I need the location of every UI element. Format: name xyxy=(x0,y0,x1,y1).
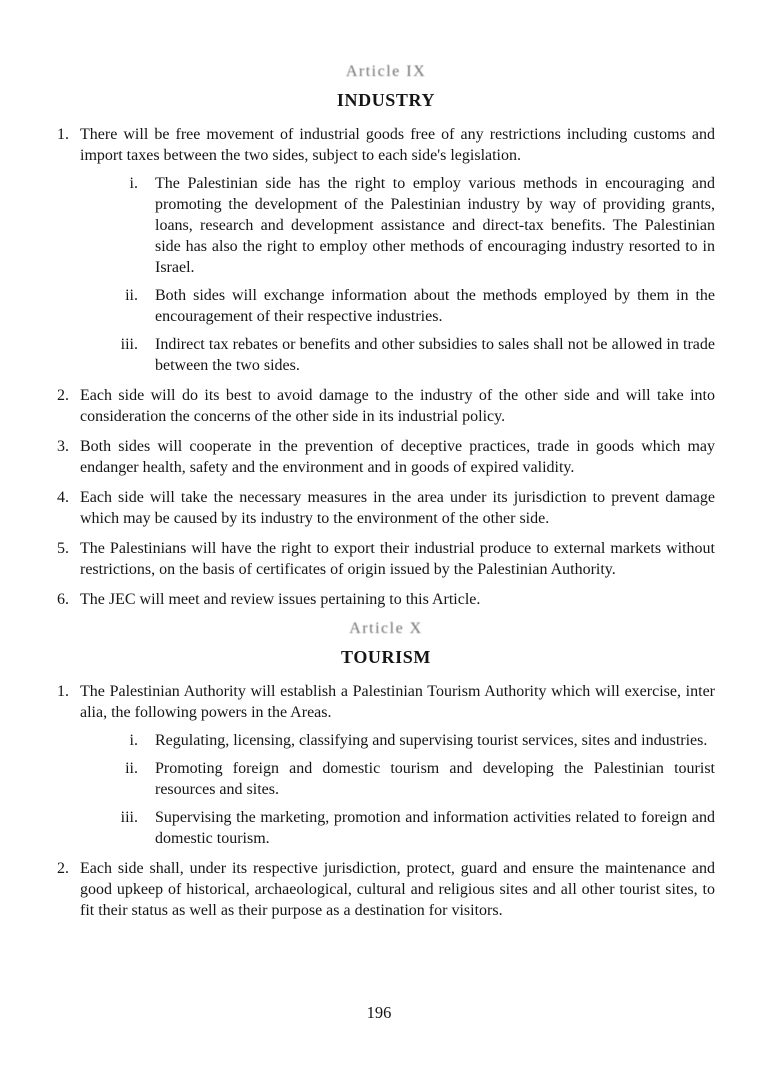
item-body xyxy=(80,589,715,610)
numbered-item xyxy=(57,487,715,529)
sub-item-list xyxy=(80,173,715,376)
sub-item-text: Supervising the marketing, promotion and information activities related to foreign and domestic tourism. xyxy=(155,809,715,847)
numbered-item xyxy=(57,436,715,478)
item-body xyxy=(80,436,715,478)
item-number: 6. xyxy=(57,591,69,608)
item-text: Each side will do its best to avoid damage to the industry of the other side and will take into consideration the concerns of the other side in its industrial policy. xyxy=(80,387,715,425)
item-text: The Palestinian Authority will establish a Palestinian Tourism Authority which will exercise, inter alia, the following powers in the Areas. xyxy=(80,683,715,721)
sub-item-number: i. xyxy=(129,732,138,749)
sub-item xyxy=(80,285,715,327)
sub-item-list xyxy=(80,730,715,849)
sub-item-number: iii. xyxy=(120,809,138,826)
sub-item xyxy=(80,730,715,751)
numbered-item xyxy=(57,124,715,376)
numbered-item xyxy=(57,385,715,427)
sub-item-text: The Palestinian side has the right to employ various methods in encouraging and promoting the development of the Palestinian industry by way of providing grants, loans, research and development assistance and direct-tax benefits. The Palestinian side has also the right to employ other methods of encouraging industry resorted to in Israel. xyxy=(155,175,715,276)
numbered-item xyxy=(57,858,715,921)
sub-item-text: Regulating, licensing, classifying and supervising tourist services, sites and industries. xyxy=(155,732,708,749)
item-body xyxy=(80,681,715,849)
article-section-tourism xyxy=(57,619,715,921)
item-text: There will be free movement of industrial goods free of any restrictions including customs and import taxes between the two sides, subject to each side's legislation. xyxy=(80,126,715,164)
item-number: 4. xyxy=(57,489,69,506)
item-number: 1. xyxy=(57,126,69,143)
item-body xyxy=(80,124,715,376)
item-text: Each side shall, under its respective jurisdiction, protect, guard and ensure the maintenance and good upkeep of historical, archaeological, cultural and religious sites and all other tourist sites, to fit their status as well as their purpose as a destination for visitors. xyxy=(80,860,715,919)
article-title-industry: INDUSTRY xyxy=(336,90,436,110)
item-text: The Palestinians will have the right to export their industrial produce to external markets without restrictions, on the basis of certificates of origin issued by the Palestinian Authority. xyxy=(80,540,715,578)
sub-item xyxy=(80,758,715,800)
item-body xyxy=(80,385,715,427)
article-title-tourism: TOURISM xyxy=(341,647,431,667)
sub-item xyxy=(80,173,715,278)
sub-item xyxy=(80,334,715,376)
item-body xyxy=(80,538,715,580)
sub-item-text: Promoting foreign and domestic tourism and developing the Palestinian tourist resources and sites. xyxy=(155,760,715,798)
item-text: Both sides will cooperate in the prevention of deceptive practices, trade in goods which may endanger health, safety and the environment and in goods of expired validity. xyxy=(80,438,715,476)
item-number: 5. xyxy=(57,540,69,557)
sub-item-number: i. xyxy=(129,175,138,192)
item-body xyxy=(80,858,715,921)
item-number: 1. xyxy=(57,683,69,700)
sub-item-number: ii. xyxy=(125,287,138,304)
numbered-item xyxy=(57,589,715,610)
item-number: 3. xyxy=(57,438,69,455)
numbered-item xyxy=(57,681,715,849)
item-text: The JEC will meet and review issues pertaining to this Article. xyxy=(80,591,481,608)
sub-item-number: iii. xyxy=(120,336,138,353)
sub-item xyxy=(80,807,715,849)
article-label-x: Article X xyxy=(349,620,423,637)
item-text: Each side will take the necessary measures in the area under its jurisdiction to prevent damage which may be caused by its industry to the environment of the other side. xyxy=(80,489,715,527)
numbered-item xyxy=(57,538,715,580)
page-number: 196 xyxy=(366,1003,392,1022)
sub-item-text: Indirect tax rebates or benefits and other subsidies to sales shall not be allowed in trade between the two sides. xyxy=(155,336,715,374)
article-label-ix: Article IX xyxy=(345,63,427,80)
item-number: 2. xyxy=(57,860,69,877)
sub-item-text: Both sides will exchange information about the methods employed by them in the encouragement of their respective industries. xyxy=(155,287,715,325)
item-body xyxy=(80,487,715,529)
article-section-industry xyxy=(57,62,715,610)
item-number: 2. xyxy=(57,387,69,404)
sub-item-number: ii. xyxy=(125,760,138,777)
